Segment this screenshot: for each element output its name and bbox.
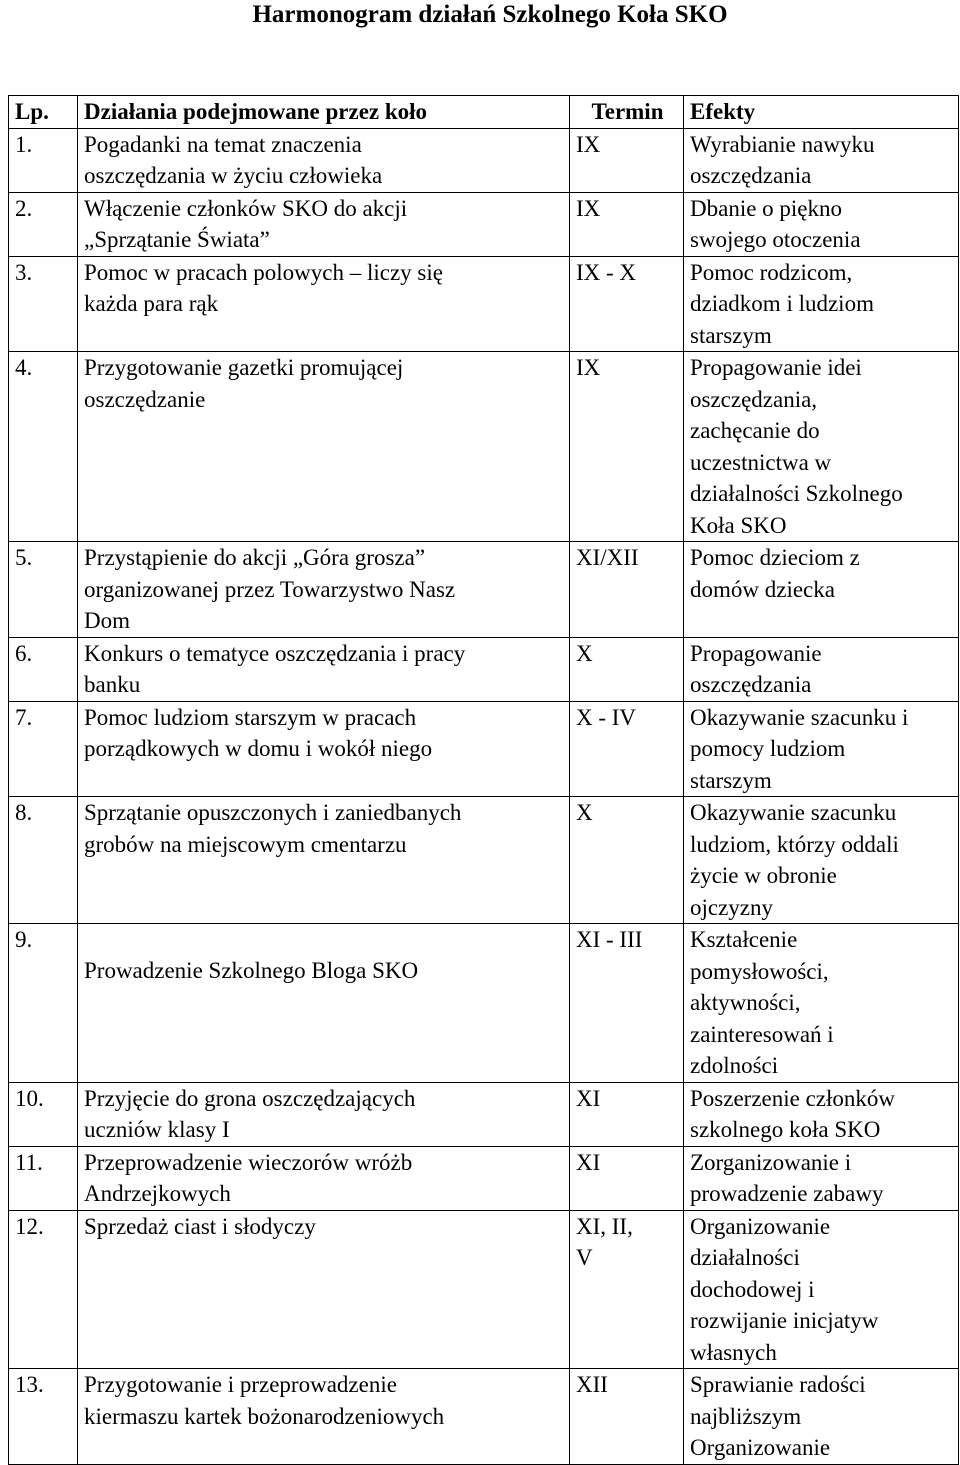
cell-lp: 12. (9, 1210, 78, 1369)
schedule-table (8, 95, 959, 1465)
cell-effects: Okazywanie szacunku ludziom, którzy oddali życie w obronie ojczyzny (684, 797, 959, 924)
cell-activity: Sprzedaż ciast i słodyczy (78, 1210, 570, 1369)
cell-activity: Przygotowanie gazetki promującej oszczędzanie (78, 352, 570, 542)
table-row (9, 542, 959, 638)
cell-effects: Zorganizowanie i prowadzenie zabawy (684, 1146, 959, 1210)
cell-effects: Wyrabianie nawyku oszczędzania (684, 128, 959, 192)
cell-effects: Propagowanie idei oszczędzania, zachęcanie do uczestnictwa w działalności Szkolnego Koła SKO (684, 352, 959, 542)
cell-activity: Przystąpienie do akcji „Góra grosza” organizowanej przez Towarzystwo Nasz Dom (78, 542, 570, 638)
cell-term: XII (570, 1369, 684, 1465)
cell-lp: 10. (9, 1082, 78, 1146)
cell-activity: Przyjęcie do grona oszczędzających uczniów klasy I (78, 1082, 570, 1146)
table-row (9, 352, 959, 542)
cell-effects: Pomoc dzieciom z domów dziecka (684, 542, 959, 638)
table-row (9, 924, 959, 1083)
cell-effects: Dbanie o piękno swojego otoczenia (684, 192, 959, 256)
cell-term: X (570, 797, 684, 924)
cell-term: XI (570, 1082, 684, 1146)
cell-term: XI - III (570, 924, 684, 1083)
cell-term: XI (570, 1146, 684, 1210)
cell-term: IX - X (570, 256, 684, 352)
table-row (9, 1082, 959, 1146)
table-row (9, 256, 959, 352)
cell-lp: 13. (9, 1369, 78, 1465)
header-activity: Działania podejmowane przez koło (78, 96, 570, 129)
cell-activity: Pomoc ludziom starszym w pracach porządkowych w domu i wokół niego (78, 701, 570, 797)
cell-activity (78, 924, 570, 1083)
header-effects: Efekty (684, 96, 959, 129)
cell-effects: Kształcenie pomysłowości, aktywności, zainteresowań i zdolności (684, 924, 959, 1083)
header-term: Termin (570, 96, 684, 129)
table-row (9, 637, 959, 701)
cell-term: IX (570, 128, 684, 192)
cell-activity: Przeprowadzenie wieczorów wróżb Andrzejkowych (78, 1146, 570, 1210)
cell-effects: Pomoc rodzicom, dziadkom i ludziom starszym (684, 256, 959, 352)
cell-effects: Sprawianie radości najbliższym Organizowanie (684, 1369, 959, 1465)
cell-lp: 7. (9, 701, 78, 797)
table-header-row (9, 96, 959, 129)
cell-lp: 9. (9, 924, 78, 1083)
cell-term: IX (570, 352, 684, 542)
header-lp: Lp. (9, 96, 78, 129)
cell-lp: 3. (9, 256, 78, 352)
cell-effects: Organizowanie działalności dochodowej i rozwijanie inicjatyw własnych (684, 1210, 959, 1369)
table-row (9, 1146, 959, 1210)
cell-activity: Sprzątanie opuszczonych i zaniedbanych grobów na miejscowym cmentarzu (78, 797, 570, 924)
cell-effects: Propagowanie oszczędzania (684, 637, 959, 701)
table-row (9, 1210, 959, 1369)
cell-activity: Przygotowanie i przeprowadzenie kiermaszu kartek bożonarodzeniowych (78, 1369, 570, 1465)
cell-lp: 6. (9, 637, 78, 701)
cell-lp: 8. (9, 797, 78, 924)
cell-activity: Włączenie członków SKO do akcji „Sprzątanie Świata” (78, 192, 570, 256)
cell-lp: 5. (9, 542, 78, 638)
cell-activity: Pogadanki na temat znaczenia oszczędzania w życiu człowieka (78, 128, 570, 192)
cell-term: X (570, 637, 684, 701)
cell-effects: Okazywanie szacunku i pomocy ludziom starszym (684, 701, 959, 797)
cell-effects: Poszerzenie członków szkolnego koła SKO (684, 1082, 959, 1146)
cell-lp: 1. (9, 128, 78, 192)
table-row (9, 1369, 959, 1465)
page-title: Harmonogram działań Szkolnego Koła SKO (252, 1, 728, 28)
cell-term: XI, II, V (570, 1210, 684, 1369)
cell-lp: 4. (9, 352, 78, 542)
table-row (9, 797, 959, 924)
table-row (9, 192, 959, 256)
table-row (9, 701, 959, 797)
cell-term: X - IV (570, 701, 684, 797)
cell-lp: 2. (9, 192, 78, 256)
table-row (9, 128, 959, 192)
cell-activity: Pomoc w pracach polowych – liczy się każda para rąk (78, 256, 570, 352)
cell-lp: 11. (9, 1146, 78, 1210)
cell-activity-text: Prowadzenie Szkolnego Bloga SKO (84, 958, 419, 983)
cell-activity: Konkurs o tematyce oszczędzania i pracy banku (78, 637, 570, 701)
cell-term: IX (570, 192, 684, 256)
cell-term: XI/XII (570, 542, 684, 638)
